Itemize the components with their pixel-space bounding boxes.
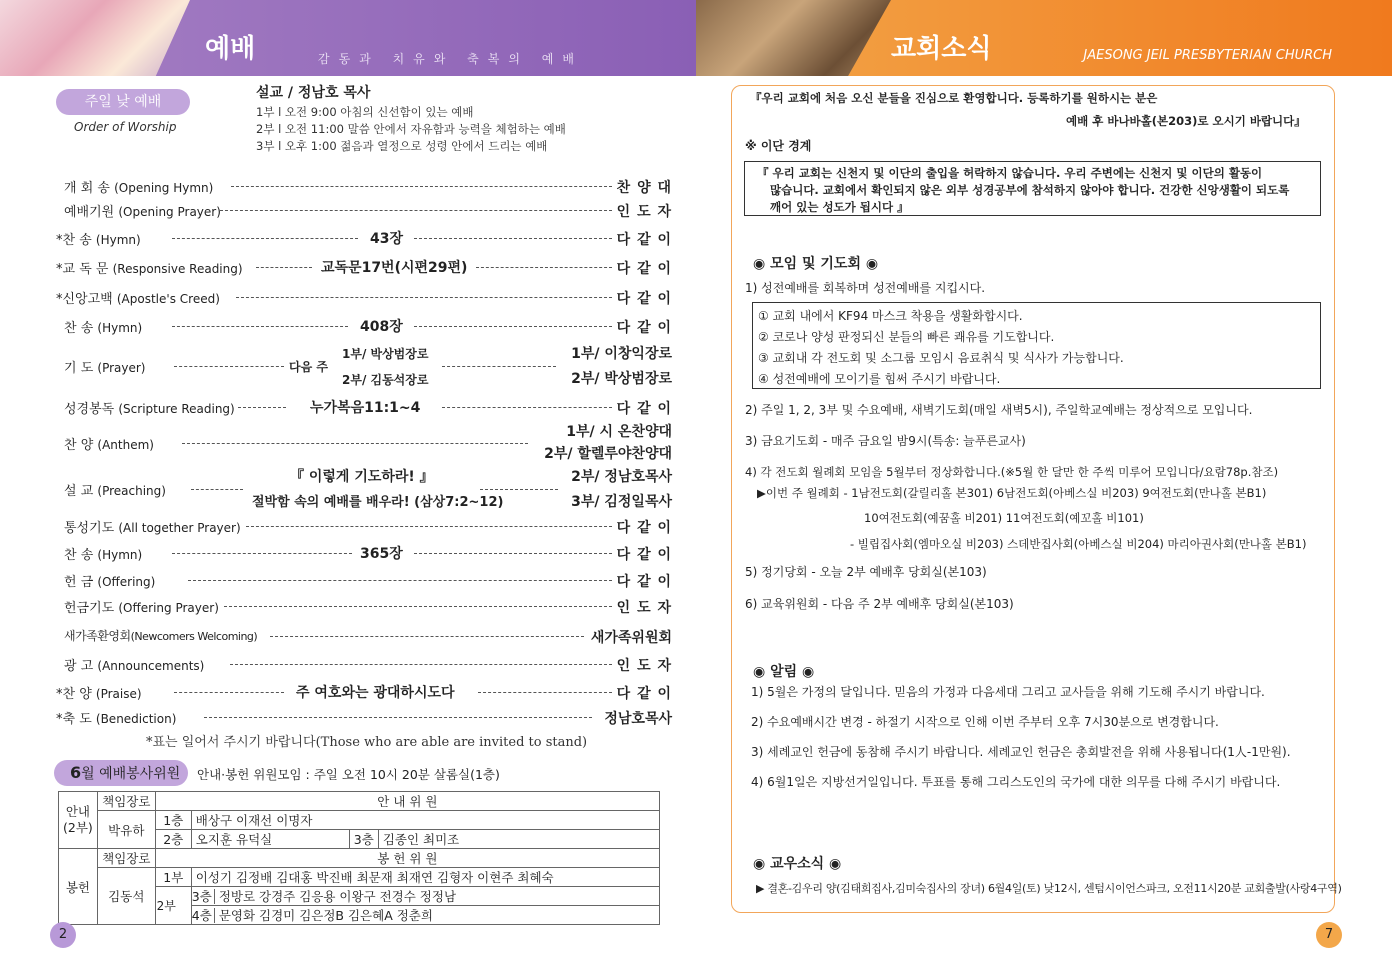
worship-item — [56, 177, 676, 199]
header-leader: 책임장로 — [97, 849, 155, 868]
dotted-leader — [414, 326, 612, 327]
header-leader: 책임장로 — [97, 792, 155, 811]
item-leader: 다 같 이 — [616, 320, 672, 336]
floor-label: 3층 — [192, 889, 215, 904]
page-number-left: 2 — [50, 922, 76, 948]
item-label: 헌 금 — [64, 575, 94, 590]
heresy-line: 깨어 있는 성도가 됩시다 』 — [770, 200, 909, 214]
dotted-leader — [476, 267, 612, 268]
item-leader: 다 같 이 — [616, 401, 672, 417]
guide-elder: 박유하 — [97, 811, 155, 849]
item-en: (Opening Prayer) — [118, 205, 221, 219]
left-header-banner — [0, 0, 696, 76]
item-en: (Apostle's Creed) — [116, 292, 220, 306]
rule-item: ① 교회 내에서 KF94 마스크 착용을 생활화합시다. — [758, 309, 1023, 323]
meeting-subitem: ▶이번 주 월례회 - 1남전도회(갈릴리홀 본301) 6남전도회(아베스실 비203) 9여전도회(만나홀 본B1) — [757, 486, 1267, 500]
item-label: 헌금기도 — [64, 601, 115, 616]
item-leader: 다 같 이 — [616, 291, 672, 307]
flower-photo — [0, 0, 190, 76]
item-label: 교 독 문 — [62, 262, 109, 277]
preacher-1: 2부/ 정남호목사 — [571, 469, 672, 485]
item-leader: 다 같 이 — [616, 574, 672, 590]
item-content: 주 여호와는 광대하시도다 — [296, 685, 455, 701]
worship-item — [56, 655, 676, 677]
meeting-item: 3) 금요기도회 - 매주 금요일 밤9시(특송: 늘푸른교사) — [745, 434, 1026, 448]
dotted-leader — [204, 717, 592, 718]
heresy-line: 『 우리 교회는 신천지 및 이단의 출입을 허락하지 않습니다. 우리 주변에는 신천지 및 이단의 활동이 — [757, 166, 1263, 180]
item-label: 개 회 송 — [64, 181, 110, 196]
worship-item — [56, 708, 676, 730]
item-label: 통성기도 — [64, 521, 115, 536]
table-row — [59, 811, 660, 830]
dotted-leader — [238, 407, 286, 408]
item-en: (Offering) — [97, 575, 156, 589]
item-content: 43장 — [370, 231, 404, 247]
table-row — [59, 792, 660, 811]
notice-item: 3) 세례교인 헌금에 동참해 주시기 바랍니다. 세례교인 헌금은 총회발전을 위해 사용됩니다(1人-1만원). — [751, 745, 1291, 759]
june-pill — [54, 760, 188, 786]
meeting-subitem: - 빌립집사회(엠마오실 비203) 스데반집사회(아베스실 비204) 마리아권사회(만나홀 본B1) — [850, 537, 1307, 551]
month-number: 6 — [70, 763, 82, 782]
item-label: 찬 송 — [64, 548, 94, 563]
right-header-subtitle: JAESONG JEIL PRESBYTERIAN CHURCH — [1083, 48, 1332, 63]
table-row — [59, 868, 660, 887]
dotted-leader — [172, 238, 358, 239]
right-header-banner — [696, 0, 1392, 76]
item-label: 새가족환영회 — [64, 629, 131, 643]
item-leader: 다 같 이 — [616, 547, 672, 563]
welcome-line-2: 예배 후 바나바홀(본203)로 오시기 바랍니다』 — [1066, 114, 1306, 128]
notice-item: 2) 수요예배시간 변경 - 하절기 시작으로 인해 이번 주부터 오후 7시30분으로 변경합니다. — [751, 715, 1219, 729]
item-label: 찬 양 — [62, 687, 92, 702]
guide-sub: (2부) — [63, 820, 93, 835]
welcome-line-1: 『우리 교회에 처음 오신 분들을 진심으로 환영합니다. 등록하기를 원하시는 분은 — [750, 91, 1158, 105]
item-leader: 찬 양 대 — [616, 180, 672, 196]
header-offer: 봉 헌 위 원 — [155, 849, 659, 868]
next-prayer-2: 2부/ 김동석장로 — [342, 373, 429, 387]
dotted-leader — [172, 326, 348, 327]
staff-table — [58, 791, 660, 925]
worship-item — [56, 597, 676, 619]
dotted-leader — [442, 366, 556, 367]
item-en: (Hymn) — [95, 233, 141, 247]
wood-photo — [696, 0, 891, 76]
preaching-item — [56, 466, 676, 512]
stand-mark: * — [56, 712, 63, 727]
scripture-item — [56, 398, 676, 420]
member-section-title: ◉ 교우소식 ◉ — [753, 856, 842, 872]
guide-label: 안내 — [65, 804, 90, 819]
item-leader: 다 같 이 — [616, 686, 672, 702]
item-label: 기 도 — [64, 361, 94, 376]
worship-item — [56, 544, 676, 566]
part-names: 이성기 김정배 김대홍 박진배 최문재 최재연 김형자 이현주 최혜숙 — [191, 868, 659, 887]
rule-item: ② 코로나 양성 판정되신 분들의 빠른 쾌유를 기도합니다. — [758, 330, 1055, 344]
item-leader: 다 같 이 — [616, 261, 672, 277]
meeting-section-title: ◉ 모임 및 기도회 ◉ — [753, 256, 879, 272]
item-content: 365장 — [360, 546, 403, 562]
worship-item — [56, 571, 676, 593]
worship-item — [56, 317, 676, 339]
anthem-2: 2부/ 할렐루야찬양대 — [544, 446, 672, 462]
offer-label: 봉헌 — [59, 849, 98, 925]
stand-mark: * — [56, 233, 63, 248]
floor-names: 김종인 최미조 — [378, 830, 659, 849]
item-en: (Opening Hymn) — [114, 181, 214, 195]
service-2: 2부 l 오전 11:00 말씀 안에서 자유함과 능력을 체험하는 예배 — [256, 122, 566, 136]
sermon-title: 설교 / 정남호 목사 — [256, 85, 371, 101]
dotted-leader — [220, 210, 612, 211]
worship-item — [56, 627, 676, 649]
offer-elder: 김동석 — [97, 868, 155, 925]
part-names — [191, 906, 659, 925]
service-3: 3부 l 오후 1:00 젊음과 열정으로 성령 안에서 드리는 예배 — [256, 139, 548, 153]
item-en: (Offering Prayer) — [118, 601, 219, 615]
floor-names: 정방로 강경주 김응용 이왕구 전경수 정정남 — [218, 889, 457, 904]
item-content: 교독문17번(시편29편) — [321, 260, 468, 276]
dotted-leader — [230, 664, 612, 665]
dotted-leader — [480, 489, 558, 490]
floor-names: 오지훈 유덕실 — [191, 830, 349, 849]
prayer-leader-2: 2부/ 박상범장로 — [571, 371, 672, 387]
dotted-leader — [172, 553, 352, 554]
dotted-leader — [174, 692, 284, 693]
rule-item: ③ 교회내 각 전도회 및 소그룹 모임시 음료취식 및 식사가 가능합니다. — [758, 351, 1124, 365]
item-en: (All together Prayer) — [118, 521, 241, 535]
item-en: (Announcements) — [97, 659, 205, 673]
item-label: 성경봉독 — [64, 402, 115, 417]
service-1: 1부 l 오전 9:00 아침의 신선함이 있는 예배 — [256, 105, 474, 119]
notice-section-title: ◉ 알림 ◉ — [753, 664, 815, 680]
dotted-leader — [188, 580, 612, 581]
prayer-leader-1: 1부/ 이창익장로 — [571, 346, 672, 362]
worship-item — [56, 258, 676, 280]
item-leader: 다 같 이 — [616, 520, 672, 536]
item-en: (Hymn) — [97, 321, 143, 335]
item-label: 축 도 — [62, 712, 92, 727]
right-header-title: 교회소식 — [891, 34, 992, 64]
worship-item — [56, 201, 676, 223]
dotted-leader — [231, 186, 612, 187]
item-leader: 인 도 자 — [616, 658, 672, 674]
worship-pill: 주일 낮 예배 — [56, 89, 190, 115]
left-header-subtitle: 감동과 치유와 축복의 예배 — [318, 52, 583, 66]
item-leader: 인 도 자 — [616, 600, 672, 616]
pill-text: 월 예배봉사위원 — [81, 766, 181, 782]
item-label: 광 고 — [64, 659, 94, 674]
dotted-leader — [182, 443, 528, 444]
item-label: 찬 송 — [62, 233, 92, 248]
item-en: (Hymn) — [97, 548, 143, 562]
dotted-leader — [236, 297, 612, 298]
floor-label: 3층 — [349, 830, 378, 849]
worship-item — [56, 517, 676, 539]
part-label-text: 2부 — [156, 899, 176, 913]
meeting-item: 2) 주일 1, 2, 3부 및 수요예배, 새벽기도회(매일 새벽5시), 주일학교예배는 정상적으로 모입니다. — [745, 403, 1253, 417]
dotted-leader — [478, 692, 612, 693]
part-names — [191, 887, 659, 906]
page-number-right: 7 — [1316, 922, 1342, 948]
stand-mark: * — [56, 262, 63, 277]
dotted-leader — [270, 636, 584, 637]
next-week-label: 다음 주 — [289, 360, 328, 374]
sermon-subtitle-text: 절박함 속의 예배를 배우라! (삼상7:2~12) — [252, 495, 504, 510]
item-leader: 새가족위원회 — [590, 630, 672, 646]
meeting-item: 4) 각 전도회 월례회 모임을 5월부터 정상화합니다.(※5월 한 달만 한 주씩 미루어 모입니다/요람78p.참조) — [745, 465, 1279, 479]
anthem-1: 1부/ 시 온찬양대 — [566, 424, 672, 440]
header-guide: 안 내 위 원 — [155, 792, 659, 811]
prayer-item — [56, 343, 676, 389]
dotted-leader — [414, 553, 612, 554]
item-leader: 인 도 자 — [616, 204, 672, 220]
item-label: 설 교 — [64, 484, 94, 499]
standing-note: *표는 일어서 주시기 바랍니다(Those who are able are invited to stand) — [146, 735, 588, 750]
item-label: 신앙고백 — [62, 292, 113, 307]
dotted-leader — [224, 606, 612, 607]
item-en: (Scripture Reading) — [118, 402, 235, 416]
floor-names: 문영화 김경미 김은정B 김은혜A 정춘희 — [218, 908, 433, 923]
floor-label: 2층 — [155, 830, 191, 849]
anthem-item — [56, 421, 676, 465]
part-label — [155, 887, 191, 925]
meeting-item: 5) 정기당회 - 오늘 2부 예배후 당회실(본103) — [745, 565, 987, 579]
dotted-leader — [414, 238, 612, 239]
meeting-info: 안내·봉헌 위원모임 : 주일 오전 10시 20분 살롬실(1층) — [197, 767, 500, 782]
notice-item: 4) 6월1일은 지방선거일입니다. 투표를 통해 그리스도인의 국가에 대한 의무를 다해 주시기 바랍니다. — [751, 775, 1281, 789]
worship-item — [56, 288, 676, 310]
member-news-item: ▶ 결혼-김우리 양(김태희집사,김미숙집사의 장녀) 6월4일(토) 낮12시, 센텀시이언스파크, 오전11시20분 교회출발(사랑4구역) — [756, 882, 1342, 895]
item-en: (Preaching) — [97, 484, 166, 498]
dotted-leader — [246, 526, 612, 527]
notice-item: 1) 5월은 가정의 달입니다. 믿음의 가정과 다음세대 그리고 교사들을 위해 기도해 주시기 바랍니다. — [751, 685, 1265, 699]
dotted-leader — [191, 489, 243, 490]
left-header-title: 예배 — [205, 34, 256, 64]
item-en: (Praise) — [95, 687, 142, 701]
item-label: 예배기원 — [64, 205, 115, 220]
dotted-leader — [442, 407, 612, 408]
floor-label: 4층 — [192, 908, 215, 923]
item-label: 찬 양 — [64, 438, 94, 453]
heresy-line: 많습니다. 교회에서 확인되지 않은 외부 성경공부에 참석하지 않아야 합니다. 건강한 신앙생활이 되도록 — [770, 183, 1290, 197]
preacher-2: 3부/ 김정일목사 — [571, 494, 672, 510]
floor-names: 배상구 이재선 이명자 — [191, 811, 659, 830]
meeting-item: 1) 성전예배를 회복하며 성전예배를 지킵시다. — [745, 281, 986, 295]
item-en: (Newcomers Welcoming) — [130, 630, 258, 643]
item-en: (Anthem) — [97, 438, 154, 452]
worship-item — [56, 683, 676, 705]
order-of-worship: Order of Worship — [74, 120, 177, 134]
item-content: 408장 — [360, 319, 403, 335]
floor-label: 1층 — [155, 811, 191, 830]
item-content: 누가복음11:1~4 — [310, 400, 421, 416]
dotted-leader — [256, 267, 312, 268]
stand-mark: * — [56, 687, 63, 702]
stand-mark: * — [56, 292, 63, 307]
worship-item — [56, 229, 676, 251]
heresy-title: ※ 이단 경계 — [745, 139, 812, 153]
rule-item: ④ 성전예배에 모이기를 힘써 주시기 바랍니다. — [758, 372, 1001, 386]
meeting-item: 6) 교육위원회 - 다음 주 2부 예배후 당회실(본103) — [745, 597, 1014, 611]
item-leader: 정남호목사 — [604, 711, 672, 727]
item-en: (Responsive Reading) — [112, 262, 243, 276]
part-label: 1부 — [155, 868, 191, 887]
table-row — [59, 849, 660, 868]
guide-label-cell — [59, 792, 98, 849]
meeting-subitem: 10여전도회(예꿈홀 비201) 11여전도회(예꼬홀 비101) — [864, 511, 1144, 525]
item-en: (Benediction) — [95, 712, 177, 726]
item-en: (Prayer) — [97, 361, 146, 375]
dotted-leader — [174, 366, 284, 367]
item-label: 찬 송 — [64, 321, 94, 336]
sermon-title-text: 『 이렇게 기도하라! 』 — [290, 469, 434, 485]
item-leader: 다 같 이 — [616, 232, 672, 248]
next-prayer-1: 1부/ 박상범장로 — [342, 347, 429, 361]
